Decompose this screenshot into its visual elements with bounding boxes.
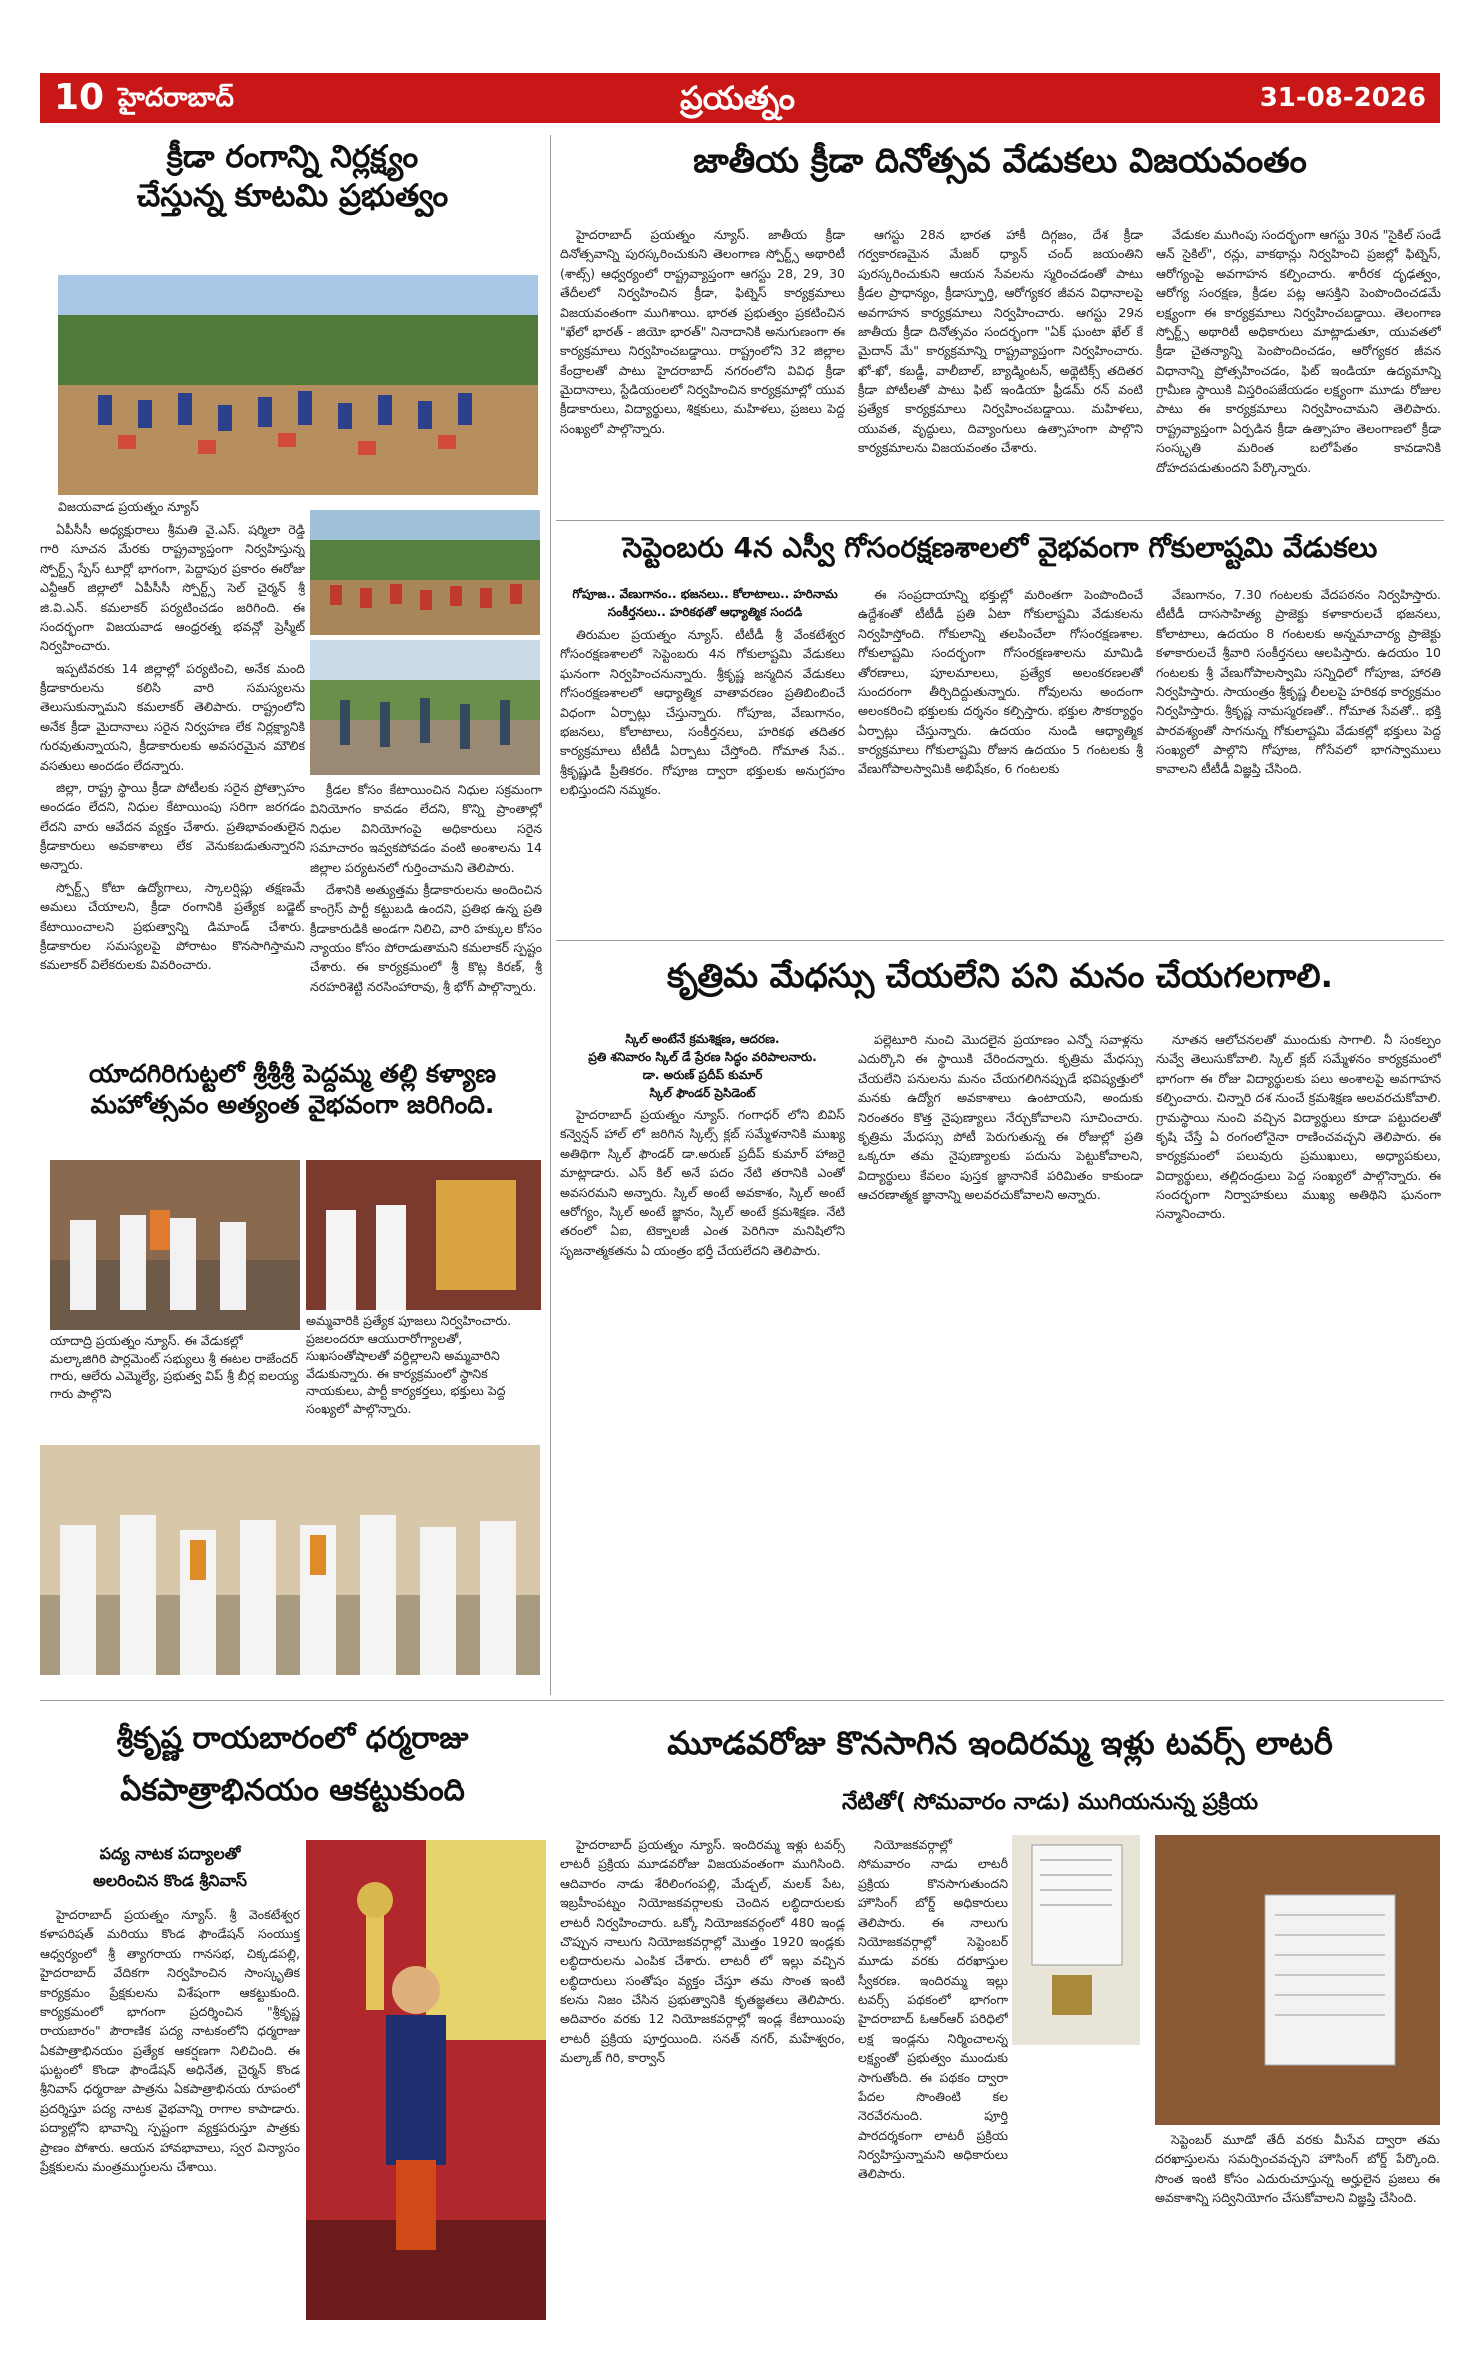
story5-para: నూతన ఆలోచనలతో ముందుకు సాగాలి. నీ సంకల్పం నువ్వే తెలుసుకోవాలి. స్కిల్ క్లబ్ సమ్మేళనం కార్యక్రమంలో భాగంగా ఈ రోజు విద్యార్థులకు పలు అంశాలపై అవగాహన కల్పించారు. చిన్నారి దశ నుంచే క్రమశిక్షణ అలవరచుకోవాలి. గ్రామస్థాయి నుంచి వచ్చిన విద్యార్థులు కూడా పట్టుదలతో కృషి చేస్తే ఏ రంగంలోనైనా రాణించవచ్చని తెలిపారు. ఈ కార్యక్రమంలో పలువురు ప్రముఖులు, అధ్యాపకులు, విద్యార్థులు, తల్లిదండ్రులు పెద్ద సంఖ్యలో పాల్గొన్నారు. ఈ సందర్భంగా నిర్వాహకులు ముఖ్య అతిథిని ఘనంగా సన్మానించారు. xyxy=(1156,1032,1441,1222)
masthead xyxy=(40,73,1440,123)
divider xyxy=(40,1700,1444,1701)
issue-date: 31-08-2026 xyxy=(1259,83,1426,113)
story7-subhead: నేటితో( సోమవారం నాడు) ముగియనున్న ప్రక్రియ xyxy=(841,1790,1259,1815)
story4-caption-left: యాదాద్రి ప్రయత్నం న్యూస్. ఈ వేడుకల్లో మల్కాజిగిరి పార్లమెంట్ సభ్యులు శ్రీ ఈటల రాజేందర్ గారు, ఆలేరు ఎమ్మెల్యే, ప్రభుత్వ విప్ శ్రీ బీర్ల ఐలయ్య గారు పాల్గొని xyxy=(50,1333,299,1401)
story6-photo-performer xyxy=(306,1840,546,2320)
story7-para: నియోజకవర్గాల్లో సోమవారం నాడు లాటరీ ప్రక్రియ కొనసాగుతుందని హౌసింగ్ బోర్డ్ అధికారులు తెలిపారు. ఈ నాలుగు నియోజకవర్గాల్లో సెప్టెంబర్ మూడు వరకు దరఖాస్తుల స్వీకరణ. ఇందిరమ్మ ఇల్లు టవర్స్ పథకంలో భాగంగా హైదరాబాద్ ఓఆర్ఆర్ పరిధిలో లక్ష ఇండ్లను నిర్మించాలన్న లక్ష్యంతో ప్రభుత్వం ముందుకు సాగుతోంది. ఈ పథకం ద్వారా పేదల సొంతింటి కల నెరవేరనుంది. పూర్తి పారదర్శకంగా లాటరీ ప్రక్రియ నిర్వహిస్తున్నామని అధికారులు తెలిపారు. xyxy=(858,1837,1008,2182)
divider xyxy=(556,520,1444,521)
story2-headline: జాతీయ క్రీడా దినోత్సవ వేడుకలు విజయవంతం xyxy=(693,141,1307,181)
story4-caption-right: అమ్మవారికి ప్రత్యేక పూజలు నిర్వహించారు. ప్రజలందరూ ఆయురారోగ్యాలతో, సుఖసంతోషాలతో వర్ధిల్లాలని అమ్మవారిని వేడుకున్నారు. ఈ కార్యక్రమంలో స్థానిక నాయకులు, పార్టీ కార్యకర్తలు, భక్తులు పెద్ద సంఖ్యలో పాల్గొన్నారు. xyxy=(306,1313,512,1416)
story1-para: స్పోర్ట్స్ కోటా ఉద్యోగాలు, స్కాలర్షిప్లు తక్షణమే అమలు చేయాలని, క్రీడా రంగానికి ప్రత్యేక బడ్జెట్ కేటాయించాలని ప్రభుత్వాన్ని డిమాండ్ చేశారు. క్రీడాకారుల సమస్యలపై పోరాటం కొనసాగిస్తామని కమలాకర్ విలేకరులకు వివరించారు. xyxy=(40,879,305,973)
story1-caption-2: దేశానికి అత్యుత్తమ క్రీడాకారులను అందించిన కాంగ్రెస్ పార్టీ కట్టుబడి ఉందని, ప్రతిభ ఉన్న ప్రతి క్రీడాకారుడికి అండగా నిలిచి, వారి హక్కుల కోసం న్యాయం కోసం పోరాడుతామని కమలాకర్ స్పష్టం చేశారు. ఈ కార్యక్రమంలో శ్రీ కొట్ల కిరణ్, శ్రీ నరహరిశెట్టి నరసింహారావు, శ్రీ భోగ్ పాల్గొన్నారు. xyxy=(310,881,542,994)
story7-photo-door xyxy=(1155,1835,1440,2125)
story2-para: హైదరాబాద్ ప్రయత్నం న్యూస్. జాతీయ క్రీడా దినోత్సవాన్ని పురస్కరించుకుని తెలంగాణ స్పోర్ట్స్ అథారిటీ (శాట్స్) ఆధ్వర్యంలో రాష్ట్రవ్యాప్తంగా ఆగస్టు 28, 29, 30 తేదీలలో నిర్వహించిన క్రీడా, ఫిట్నెస్ కార్యక్రమాలు విజయవంతంగా ముగిశాయి. భారత ప్రభుత్వం ప్రకటించిన "ఖేలో భారత్ - జియో భారత్" నినాదానికి అనుగుణంగా ఈ కార్యక్రమాలు నిర్వహించబడ్డాయి. రాష్ట్రంలోని 32 జిల్లాల కేంద్రాలతో పాటు హైదరాబాద్ నగరంలోని వివిధ క్రీడా మైదానాలు, స్టేడియంలలో నిర్వహించిన కార్యక్రమాల్లో యువ క్రీడాకారులు, విద్యార్థులు, శిక్షకులు, మహిళలు, ప్రజలు పెద్ద సంఖ్యలో పాల్గొన్నారు. xyxy=(560,227,845,436)
story5-para: హైదరాబాద్ ప్రయత్నం న్యూస్. గంగాధర్ లోని బివిస్ కన్వెన్షన్ హాల్ లో జరిగిన స్కిల్స్ క్లబ్ సమ్మేళనానికి ముఖ్య అతిథిగా స్కిల్ ఫౌండర్ డా.అరుణ్ ప్రదీప్ కుమార్ హాజరై మాట్లాడారు. ఎస్ కిల్ అనే పదం నేటి తరానికి ఎంతో అవసరమని అన్నారు. స్కిల్ అంటే అవకాశం, స్కిల్ అంటే ఆరోగ్యం, స్కిల్ అంటే జ్ఞానం, స్కిల్ అంటే క్రమశిక్షణ. నేటి తరంలో ఏఐ, టెక్నాలజీ ఎంత పెరిగినా మనిషిలోని సృజనాత్మకతను ఏ యంత్రం భర్తీ చేయలేదని తెలిపారు. xyxy=(560,1107,845,1258)
story5-para: పల్లెటూరి నుంచి మొదలైన ప్రయాణం ఎన్నో సవాళ్లను ఎదుర్కొని ఈ స్థాయికి చేరిందన్నారు. కృత్రిమ మేధస్సు చేయలేని పనులను మనం చేయగలిగినప్పుడే భవిష్యత్తులో మనకు ఉద్యోగ అవకాశాలు ఉంటాయని, అందుకు నిరంతరం కొత్త నైపుణ్యాలు నేర్చుకోవాలని సూచించారు. కృత్రిమ మేధస్సు పోటీ పెరుగుతున్న ఈ రోజుల్లో ప్రతి ఒక్కరూ తమ నైపుణ్యాలకు పదును పెట్టుకోవాలని, విద్యార్థులు కేవలం పుస్తక జ్ఞానానికే పరిమితం కాకుండా ఆచరణాత్మక జ్ఞానాన్ని అలవరచుకోవాలని అన్నారు. xyxy=(858,1032,1143,1202)
story3-para: వేణుగానం, 7.30 గంటలకు వేదపఠనం నిర్వహిస్తారు. టీటీడీ దాససాహిత్య ప్రాజెక్టు కళాకారులచే భజనలు, కోలాటాలు, ఉదయం 8 గంటలకు అన్నమాచార్య ప్రాజెక్టు కళాకారులచే శ్రీవారి సంకీర్తనలు ఆలపిస్తారు. ఉదయం 10 గంటలకు శ్రీ వేణుగోపాలస్వామి సన్నిధిలో గోపూజ, హారతి నిర్వహిస్తారు. సాయంత్రం శ్రీకృష్ణ లీలలపై హరికథ కార్యక్రమం నిర్వహిస్తారు. శ్రీకృష్ణ నామస్మరణతో.. గోమాత సేవతో.. భక్తి పారవశ్యంతో సాగనున్న గోకులాష్టమి వేడుకల్లో భక్తులు పెద్ద సంఖ్యలో పాల్గొని గోపూజ, గోసేవలో భాగస్వాములు కావాలని టీటీడీ విజ్ఞప్తి చేసింది. xyxy=(1156,587,1441,777)
story7-caption-text: సెప్టెంబర్ మూడో తేదీ వరకు మీసేవ ద్వారా తమ దరఖాస్తులను సమర్పించవచ్చని హౌసింగ్ బోర్డ్ పేర్కొంది. సొంత ఇంటి కోసం ఎదురుచూస్తున్న అర్హులైన ప్రజలు ఈ అవకాశాన్ని సద్వినియోగం చేసుకోవాలని విజ్ఞప్తి చేసింది. xyxy=(1155,2132,1440,2206)
story5-headline: కృత్రిమ మేధస్సు చేయలేని పని మనం చేయగలగాలి. xyxy=(666,956,1334,995)
story5-deck-line: స్కిల్ ఫౌండర్ ప్రెసిడెంట్ xyxy=(649,1086,756,1100)
story6-headline xyxy=(40,1720,545,1809)
story7-headline: మూడవరోజు కొనసాగిన ఇందిరమ్మ ఇళ్లు టవర్స్ లాటరీ xyxy=(667,1724,1333,1762)
story1-headline-line1: క్రీడా రంగాన్ని నిర్లక్ష్యం xyxy=(166,139,419,175)
story6-deck xyxy=(40,1840,300,1894)
story3-para: తిరుమల ప్రయత్నం న్యూస్. టీటీడీ శ్రీ వేంకటేశ్వర గోసంరక్షణశాలలో సెప్టెంబరు 4న గోకులాష్టమి వేడుకలు ఘనంగా నిర్వహించనున్నారు. శ్రీకృష్ణ జన్మదిన వేడుకలు గోసంరక్షణశాలలో ఆధ్యాత్మిక వాతావరణం ప్రతిబింబించే విధంగా ఏర్పాట్లు చేస్తున్నారు. గోపూజ, వేణుగానం, భజనలు, కోలాటాలు, సంకీర్తనలు, హరికథ తదితర కార్యక్రమాలు టీటీడీ ఏర్పాటు చేస్తోంది. గోమాత సేవ.. శ్రీకృష్ణుడి ప్రీతికరం. గోపూజ ద్వారా భక్తులకు అనుగ్రహం లభిస్తుందని నమ్మకం. xyxy=(560,627,845,797)
story5-deck xyxy=(560,1030,845,1102)
story4-headline-line1: యాదగిరిగుట్టలో శ్రీశ్రీశ్రీ పెద్దమ్మ తల్లి కళ్యాణ xyxy=(88,1059,497,1088)
story6-body xyxy=(40,1905,300,2330)
story2-column-1 xyxy=(560,225,845,510)
story4-headline-line2: మహోత్సవం అత్యంత వైభవంగా జరిగింది. xyxy=(90,1090,495,1120)
story4-photo-1 xyxy=(50,1160,300,1330)
story3-headline: సెప్టెంబరు 4న ఎస్వీ గోసంరక్షణశాలలో వైభవంగా గోకులాష్టమి వేడుకలు xyxy=(622,531,1378,564)
story1-headline-line2: చేస్తున్న కూటమి ప్రభుత్వం xyxy=(136,177,449,214)
story6-deck-line1: పద్య నాటక పద్యాలతో xyxy=(99,1844,241,1863)
story3-column-1 xyxy=(560,625,845,925)
edition-city: హైదరాబాద్ xyxy=(118,83,234,113)
story3-deck: గోపూజ.. వేణుగానం.. భజనలు.. కోలాటాలు.. హరినామ సంకీర్తనలు.. హరికథతో ఆధ్యాత్మిక సందడి xyxy=(572,587,838,619)
story5-column-3 xyxy=(1156,1030,1441,1690)
story7-photo-lock xyxy=(1012,1835,1140,2045)
story1-dateline: విజయవాడ ప్రయత్నం న్యూస్ xyxy=(58,499,199,514)
column-divider xyxy=(550,135,551,1695)
story2-para: ఆగస్టు 28న భారత హాకీ దిగ్గజం, దేశ క్రీడా గర్వకారణమైన మేజర్ ధ్యాన్ చంద్ జయంతిని పురస్కరించుకుని ఆయన సేవలను స్మరించడంతో పాటు క్రీడల ప్రాధాన్యం, క్రీడాస్ఫూర్తి, ఆరోగ్యకర జీవన విధానాలపై అవగాహన కార్యక్రమాలు నిర్వహించారు. ఆగస్టు 29న జాతీయ క్రీడా దినోత్సవం సందర్భంగా "ఏక్ ఘంటా ఖేల్ కే మైదాన్ మే" కార్యక్రమాన్ని రాష్ట్రవ్యాప్తంగా నిర్వహించారు. ఖో-ఖో, కబడ్డీ, వాలీబాల్, బ్యాడ్మింటన్, అథ్లెటిక్స్ తదితర క్రీడా పోటీలతో పాటు ఫిట్ ఇండియా ఫ్రీడమ్ రన్ వంటి ప్రత్యేక కార్యక్రమాలు నిర్వహించబడ్డాయి. మహిళలు, యువత, వృద్ధులు, దివ్యాంగులు ఉత్సాహంగా పాల్గొని కార్యక్రమాలను విజయవంతం చేశారు. xyxy=(858,227,1143,456)
story6-para: హైదరాబాద్ ప్రయత్నం న్యూస్. శ్రీ వెంకటేశ్వర కళాపరిషత్ మరియు కొండ ఫౌండేషన్ సంయుక్త ఆధ్వర్యంలో శ్రీ త్యాగరాయ గానసభ, చిక్కడపల్లి, హైదరాబాద్ వేదికగా నిర్వహించిన సాంస్కృతిక కార్యక్రమం ప్రేక్షకులను విశేషంగా ఆకట్టుకుంది. కార్యక్రమంలో భాగంగా ప్రదర్శించిన "శ్రీకృష్ణ రాయబారం" పౌరాణిక పద్య నాటకంలోని ధర్మరాజు ఏకపాత్రాభినయం ప్రత్యేక ఆకర్షణగా నిలిచింది. ఈ ఘట్టంలో కొండా ఫౌండేషన్ అధినేత, చైర్మన్ కొండ శ్రీనివాస్ ధర్మరాజు పాత్రను ఏకపాత్రాభినయ రూపంలో ప్రదర్శిస్తూ పద్య నాటక వైభవాన్ని రాగాల కాపాడారు. పద్యాల్లోని భావాన్ని స్పష్టంగా వ్యక్తపరుస్తూ పాత్రకు ప్రాణం పోశారు. ఆయన హావభావాలు, స్వర విన్యాసం ప్రేక్షకులను మంత్రముగ్ధులను చేశాయి. xyxy=(40,1907,300,2174)
story3-column-2 xyxy=(858,585,1143,925)
newspaper-brand: ప్రయత్నం xyxy=(680,79,795,117)
story6-headline-line1: శ్రీకృష్ణ రాయబారంలో ధర్మరాజు xyxy=(116,1721,469,1756)
story6-headline-line2: ఏకపాత్రాభినయం ఆకట్టుకుంది xyxy=(120,1772,465,1808)
story2-para: వేడుకల ముగింపు సందర్భంగా ఆగస్టు 30న "సైకిల్ సండే ఆన్ సైకిల్", రన్లు, వాకథాన్లు నిర్వహించి ప్రజల్లో ఫిట్నెస్, ఆరోగ్యంపై అవగాహన కల్పించారు. శారీరక దృఢత్వం, ఆరోగ్య సంరక్షణ, క్రీడల పట్ల ఆసక్తిని పెంపొందించడమే లక్ష్యంగా ఈ కార్యక్రమాలు నిర్వహించబడ్డాయి. తెలంగాణ స్పోర్ట్స్ అథారిటీ అధికారులు మాట్లాడుతూ, యువతలో క్రీడా చైతన్యాన్ని పెంపొందించడం, ఆరోగ్యకర జీవన విధానాన్ని ప్రోత్సహించడం, ఫిట్ ఇండియా ఉద్యమాన్ని గ్రామీణ స్థాయికి విస్తరింపజేయడం లక్ష్యంగా మూడు రోజుల పాటు ఈ కార్యక్రమాలు నిర్వహించామని తెలిపారు. రాష్ట్రవ్యాప్తంగా ఏర్పడిన క్రీడా ఉత్సాహం తెలంగాణలో క్రీడా సంస్కృతి మరింత బలోపేతం కావడానికి దోహదపడుతుందని పేర్కొన్నారు. xyxy=(1156,227,1441,475)
story1-para: ఏపీసీసీ అధ్యక్షురాలు శ్రీమతి వై.ఎస్. షర్మిలా రెడ్డి గారి సూచన మేరకు రాష్ట్రవ్యాప్తంగా నిర్వహిస్తున్న స్పోర్ట్స్ స్పేస్ టూర్లో భాగంగా, పెద్దాపుర ప్రకారం ఈరోజు ఎన్టీఆర్ జిల్లాలో ఏపీసీసీ స్పోర్ట్స్ సెల్ చైర్మన్ శ్రీ జి.వి.ఎన్. కమలాకర్ పర్యటించడం జరిగింది. ఈ సందర్భంగా విజయవాడ ఆంధ్రరత్న భవన్లో ప్రెస్మీట్ నిర్వహించారు. xyxy=(40,522,305,654)
story1-captions xyxy=(310,780,542,1040)
story4-photo-group xyxy=(40,1445,540,1675)
story3-para: ఈ సంప్రదాయాన్ని భక్తుల్లో మరింతగా పెంపొందించే ఉద్దేశంతో టీటీడీ ప్రతి ఏటా గోకులాష్టమి వేడుకలను నిర్వహిస్తోంది. గోకులాన్ని తలపించేలా గోసంరక్షణశాల. గోకులాష్టమి సందర్భంగా గోసంరక్షణశాలను మామిడి తోరణాలు, పూలమాలలు, ప్రత్యేక అలంకరణలతో సుందరంగా తీర్చిదిద్దుతున్నారు. గోవులను అందంగా అలంకరించి భక్తులకు దర్శనం కల్పిస్తారు. భక్తుల సౌకర్యార్థం ఏర్పాట్లు చేస్తున్నారు. ఉదయం నుండి ఆధ్యాత్మిక కార్యక్రమాలు గోకులాష్టమి రోజున ఉదయం 5 గంటలకు శ్రీ వేణుగోపాలస్వామికి అభిషేకం, 6 గంటలకు xyxy=(858,587,1143,777)
story2-column-2 xyxy=(858,225,1143,510)
story1-para: ఇప్పటివరకు 14 జిల్లాల్లో పర్యటించి, అనేక మంది క్రీడాకారులను కలిసి వారి సమస్యలను తెలుసుకున్నామని కమలాకర్ తెలిపారు. రాష్ట్రంలోని అనేక క్రీడా మైదానాలు సరైన నిర్వహణ లేక నిర్లక్ష్యానికి గురవుతున్నాయని, క్రీడాకారులకు అవసరమైన మౌలిక వసతులు అందడం లేదన్నారు. xyxy=(40,660,305,773)
story7-column-1 xyxy=(560,1835,845,2335)
story3-column-3 xyxy=(1156,585,1441,925)
story6-deck-line2: అలరించిన కొండ శ్రీనివాస్ xyxy=(93,1871,247,1891)
story5-column-1 xyxy=(560,1105,845,1690)
story1-para: జిల్లా, రాష్ట్ర స్థాయి క్రీడా పోటీలకు సరైన ప్రోత్సాహం అందడం లేదని, నిధుల కేటాయింపు సరిగా జరగడం లేదని వారు ఆవేదన వ్యక్తం చేశారు. ప్రతిభావంతులైన క్రీడాకారులు అవకాశాలు లేక వెనుకబడుతున్నారని అన్నారు. xyxy=(40,779,305,873)
divider xyxy=(556,940,1444,941)
story4-photo-2 xyxy=(306,1160,541,1310)
story5-column-2 xyxy=(858,1030,1143,1690)
story1-body xyxy=(40,520,305,1040)
story1-headline xyxy=(40,138,545,216)
story1-caption-1: క్రీడల కోసం కేటాయించిన నిధుల సక్రమంగా వినియోగం కావడం లేదని, కొన్ని ప్రాంతాల్లో నిధుల వినియోగంపై అధికారులు సరైన సమాచారం ఇవ్వకపోవడం వంటి అంశాలను 14 జిల్లాల పర్యటనలో గుర్తించామని తెలిపారు. xyxy=(310,782,542,875)
story7-caption xyxy=(1155,2130,1440,2330)
story7-column-2 xyxy=(858,1835,1008,2335)
story5-deck-line: స్కిల్ అంటేనే క్రమశిక్షణ, ఆదరణ. xyxy=(625,1032,780,1046)
page-number: 10 xyxy=(54,77,105,118)
story2-column-3 xyxy=(1156,225,1441,510)
story5-deck-line: డా. అరుణ్ ప్రదీప్ కుమార్ xyxy=(642,1068,763,1082)
story1-photo-3 xyxy=(310,640,540,775)
story1-photo-2 xyxy=(310,510,540,635)
story4-headline xyxy=(40,1058,545,1121)
story7-para: హైదరాబాద్ ప్రయత్నం న్యూస్. ఇందిరమ్మ ఇళ్లు టవర్స్ లాటరీ ప్రక్రియ మూడవరోజు విజయవంతంగా ముగిసింది. ఆదివారం నాడు శేరిలింగంపల్లి, మేడ్చల్, మలక్ పేట, ఇబ్రహీంపట్నం నియోజకవర్గాలకు చెందిన లబ్ధిదారులకు లాటరీ నిర్వహించారు. ఒక్కో నియోజకవర్గంలో 480 ఇండ్ల చొప్పున నాలుగు నియోజకవర్గాల్లో మొత్తం 1920 ఇండ్లకు లబ్ధిదారులను ఎంపిక చేశారు. లాటరీ లో ఇల్లు వచ్చిన లబ్ధిదారులు సంతోషం వ్యక్తం చేస్తూ తమ సొంత ఇంటి కలను నిజం చేసిన ప్రభుత్వానికి కృతజ్ఞతలు తెలిపారు. అదివారం వరకు 12 నియోజకవర్గాల్లో ఇండ్ల కేటాయింపు లాటరీ ప్రక్రియ పూర్తయింది. సనత్ నగర్, మహేశ్వరం, మల్కాజ్ గిరి, కార్వాన్ xyxy=(560,1837,845,2066)
story1-photo-main xyxy=(58,275,538,495)
story5-deck-line: ప్రతి శనివారం స్కిల్ డే ప్రేరణ సిద్ధం వరిపాలనారు. xyxy=(588,1050,817,1064)
